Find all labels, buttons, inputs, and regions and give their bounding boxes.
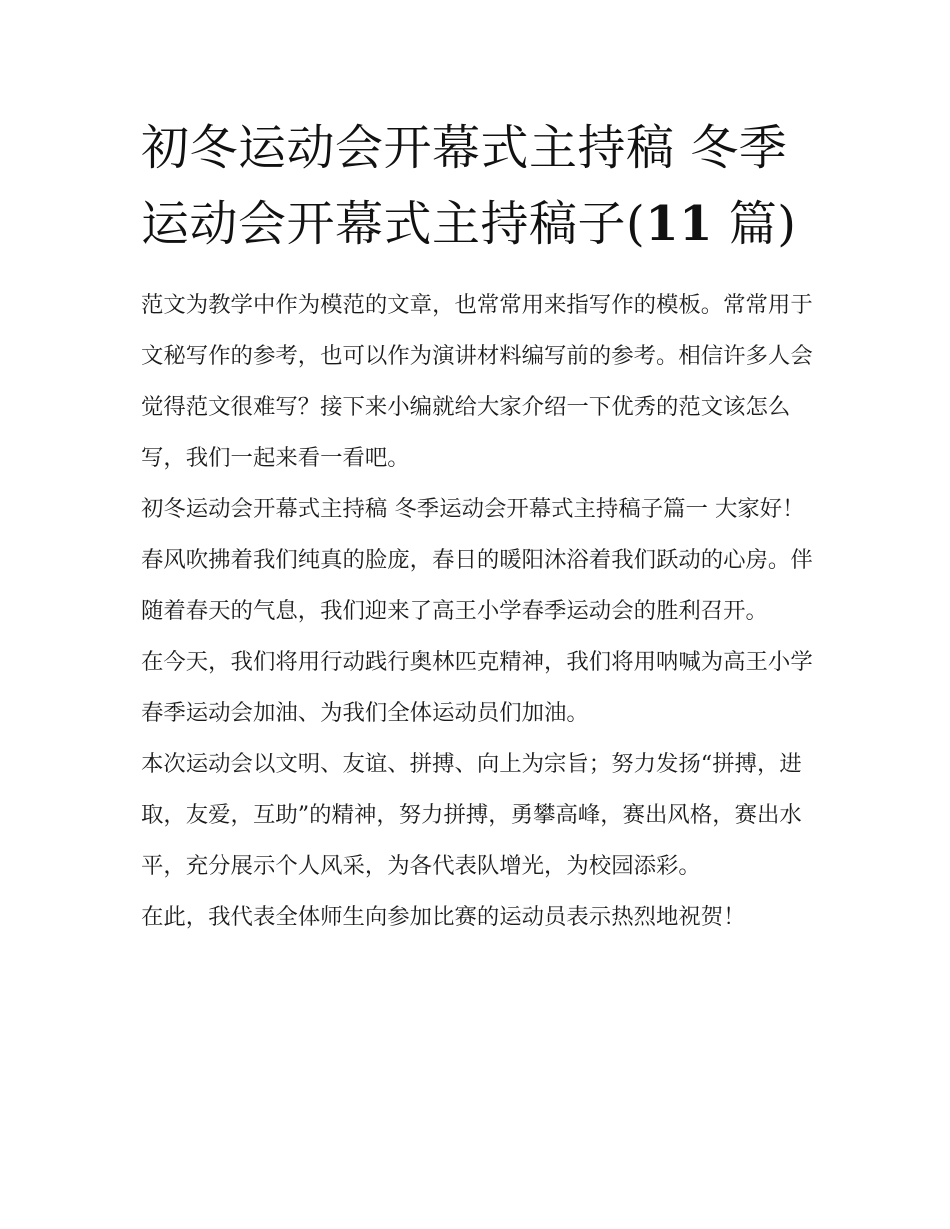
title-text: 初冬运动会开幕式主持稿 冬季运动会开幕式主持稿子( bbox=[141, 120, 788, 252]
paragraph-olympic-spirit: 在今天，我们将用行动践行奥林匹克精神，我们将用呐喊为高王小学春季运动会加油、为我们全体运动员们加油。 bbox=[141, 649, 813, 726]
title-number: 11 bbox=[645, 196, 714, 252]
paragraph-spring-wind: 春风吹拂着我们纯真的脸庞，春日的暖阳沐浴着我们跃动的心房。伴随着春天的气息，我们迎来了高王小学春季运动会的胜利召开。 bbox=[141, 547, 813, 624]
paragraph-intro: 范文为教学中作为模范的文章，也常常用来指写作的模板。常常用于文秘写作的参考，也可以作为演讲材料编写前的参考。相信许多人会觉得范文很难写？接下来小编就给大家介绍一下优秀的范文该怎么写，我们一起来看一看吧。 bbox=[141, 292, 813, 471]
paragraph-purpose: 本次运动会以文明、友谊、拼搏、向上为宗旨；努力发扬“拼搏，进取，友爱，互助”的精神，努力拼搏，勇攀高峰，赛出风格，赛出水平，充分展示个人风采，为各代表队增光，为校园添彩。 bbox=[141, 751, 802, 879]
title-suffix: 篇) bbox=[713, 196, 797, 252]
paragraph-section-heading: 初冬运动会开幕式主持稿 冬季运动会开幕式主持稿子篇一 大家好！ bbox=[141, 496, 805, 522]
document-page bbox=[141, 110, 813, 943]
document-title bbox=[141, 110, 813, 262]
document-body bbox=[141, 280, 813, 943]
paragraph-congratulations: 在此，我代表全体师生向参加比赛的运动员表示热烈地祝贺！ bbox=[141, 904, 746, 930]
